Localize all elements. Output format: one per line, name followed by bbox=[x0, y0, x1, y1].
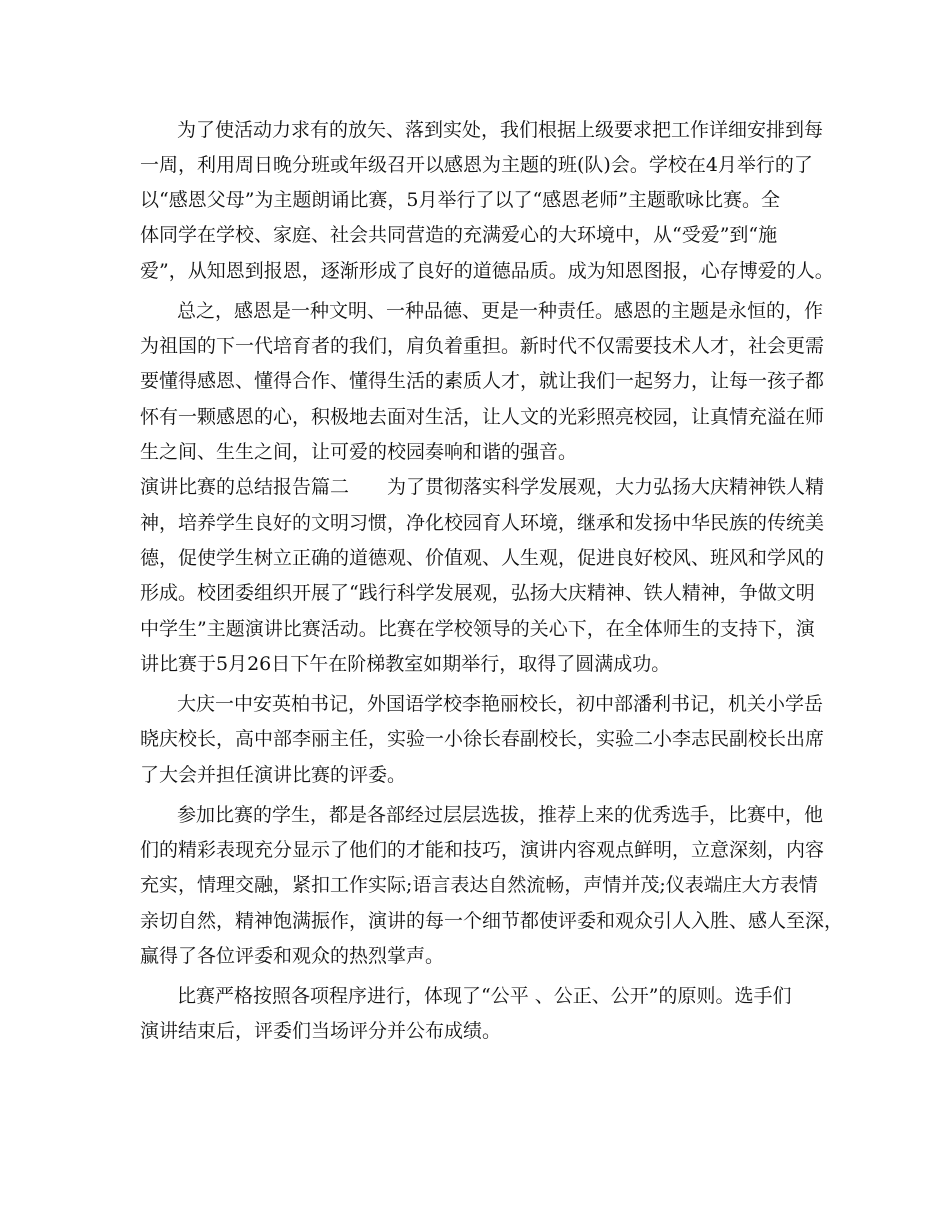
paragraph-1-line-1: 为了使活动力求有的放矢、落到实处，我们根据上级要求把工作详细安排到每 bbox=[177, 119, 824, 141]
paragraph-3-line-5: 中学生”主题演讲比赛活动。比赛在学校领导的关心下，在全体师生的支持下，演 bbox=[140, 618, 815, 640]
paragraph-3-line-4: 形成。校团委组织开展了“践行科学发展观，弘扬大庆精神、铁人精神，争做文明 bbox=[140, 582, 815, 604]
paragraph-4-line-1: 大庆一中安英柏书记，外国语学校李艳丽校长，初中部潘利书记，机关小学岳 bbox=[177, 693, 824, 715]
paragraph-2-line-3: 要懂得感恩、懂得合作、懂得生活的素质人才，就让我们一起努力，让每一孩子都 bbox=[140, 370, 825, 392]
paragraph-3-line-2: 神，培养学生良好的文明习惯，净化校园育人环境，继承和发扬中华民族的传统美 bbox=[140, 512, 825, 534]
paragraph-3-line-3: 德，促使学生树立正确的道德观、价值观、人生观，促进良好校风、班风和学风的 bbox=[140, 547, 825, 569]
paragraph-5-line-3: 充实，情理交融，紧扣工作实际;语言表达自然流畅，声情并茂;仪表端庄大方表情 bbox=[140, 874, 818, 896]
paragraph-1-line-5: 爱”，从知恩到报恩，逐渐形成了良好的道德品质。成为知恩图报，心存博爱的人。 bbox=[140, 260, 834, 282]
paragraph-5-line-4: 亲切自然，精神饱满振作，演讲的每一个细节都使评委和观众引人入胜、感人至深， bbox=[140, 910, 844, 932]
paragraph-6-line-1: 比赛严格按照各项程序进行，体现了“公平 、公正、公开”的原则。选手们 bbox=[177, 985, 792, 1007]
paragraph-1-line-3: 以“感恩父母”为主题朗诵比赛，5月举行了以了“感恩老师”主题歌咏比赛。全 bbox=[140, 189, 780, 211]
paragraph-4-line-2: 晓庆校长，高中部李丽主任，实验一小徐长春副校长，实验二小李志民副校长出席 bbox=[140, 728, 825, 750]
paragraph-5-line-2: 们的精彩表现充分显示了他们的才能和技巧，演讲内容观点鲜明，立意深刻，内容 bbox=[140, 839, 825, 861]
paragraph-3-line-1: 演讲比赛的总结报告篇二 为了贯彻落实科学发展观，大力弘扬大庆精神铁人精 bbox=[140, 476, 825, 498]
paragraph-1-line-2: 一周，利用周日晚分班或年级召开以感恩为主题的班(队)会。学校在4月举行的了 bbox=[140, 154, 813, 176]
paragraph-2-line-4: 怀有一颗感恩的心，积极地去面对生活，让人文的光彩照亮校园，让真情充溢在师 bbox=[140, 406, 825, 428]
paragraph-2-line-2: 为祖国的下一代培育者的我们，肩负着重担。新时代不仅需要技术人才，社会更需 bbox=[140, 335, 825, 357]
paragraph-2-line-1: 总之，感恩是一种文明、一种品德、更是一种责任。感恩的主题是永恒的，作 bbox=[177, 300, 824, 322]
paragraph-5-line-1: 参加比赛的学生，都是各部经过层层选拔，推荐上来的优秀选手，比赛中，他 bbox=[177, 804, 824, 826]
paragraph-1-line-4: 体同学在学校、家庭、社会共同营造的充满爱心的大环境中，从“受爱”到“施 bbox=[140, 224, 778, 246]
paragraph-6-line-2: 演讲结束后，评委们当场评分并公布成绩。 bbox=[140, 1020, 502, 1042]
paragraph-3-line-6: 讲比赛于5月26日下午在阶梯教室如期举行，取得了圆满成功。 bbox=[140, 653, 671, 675]
paragraph-5-line-5: 赢得了各位评委和观众的热烈掌声。 bbox=[140, 945, 445, 967]
paragraph-2-line-5: 生之间、生生之间，让可爱的校园奏响和谐的强音。 bbox=[140, 441, 578, 463]
paragraph-4-line-3: 了大会并担任演讲比赛的评委。 bbox=[140, 764, 407, 786]
